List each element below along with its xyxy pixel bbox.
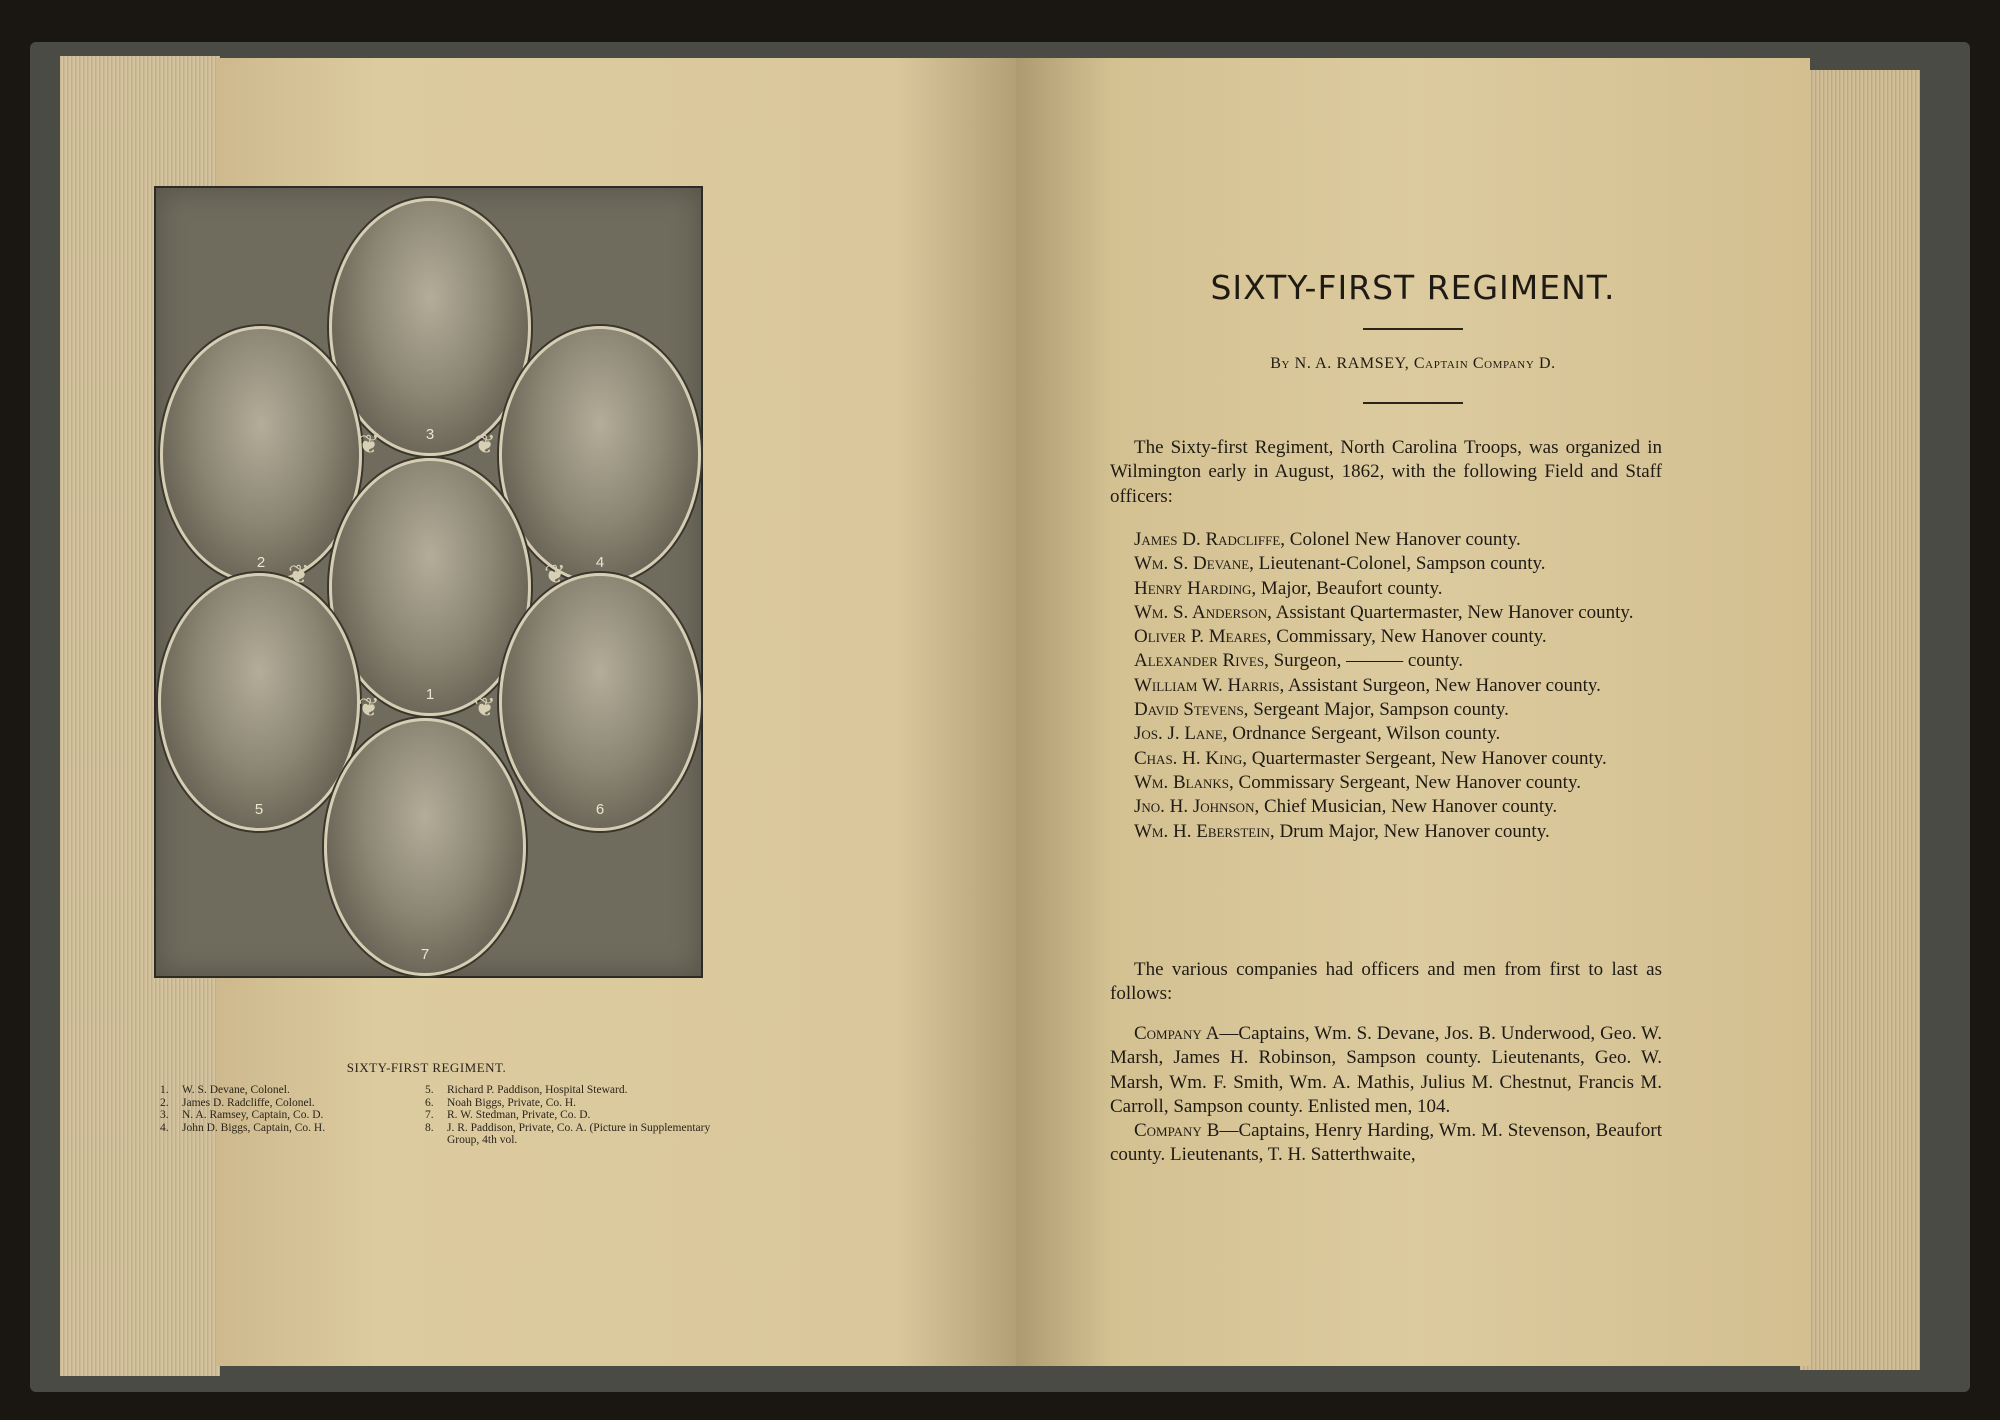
officer-name: Oliver P. Meares, [1134, 626, 1272, 648]
caption-item [160, 1122, 420, 1135]
officer-name: James D. Radcliffe, [1134, 529, 1286, 550]
caption-item-number: 6. [425, 1096, 434, 1109]
officer-role: Surgeon, ——— county. [1268, 650, 1464, 672]
plate-caption-column-2 [425, 1084, 715, 1147]
caption-item-text: N. A. Ramsey, Captain, Co. D. [182, 1109, 324, 1121]
portrait-number: 1 [425, 686, 435, 703]
companies-intro-text: The various companies had officers and men from first to last as follows: [1110, 959, 1662, 1005]
caption-item-text: Richard P. Paddison, Hospital Steward. [447, 1084, 628, 1096]
company-text: —Captains, Henry Harding, Wm. M. Stevenson, Beaufort county. Lieutenants, T. H. Satterthwaite, [1110, 1120, 1662, 1166]
officer-name: William W. Harris, [1134, 674, 1285, 696]
officer-role: Assistant Surgeon, New Hanover county. [1284, 674, 1601, 696]
company-name: Company A [1134, 1023, 1220, 1044]
officer-role: Major, Beaufort county. [1256, 577, 1443, 599]
caption-item-number: 1. [160, 1084, 169, 1096]
portrait-3 [329, 198, 531, 456]
officer-entry [1110, 820, 1662, 844]
officer-list [1110, 528, 1662, 844]
ornament-icon: ❦ [358, 430, 380, 460]
byline: By N. A. RAMSEY, Captain Company D. [1270, 355, 1556, 372]
officer-role: Quartermaster Sergeant, New Hanover county. [1246, 747, 1607, 769]
officer-entry [1110, 625, 1662, 649]
officer-name: Chas. H. King, [1134, 747, 1247, 769]
portrait-number: 2 [256, 554, 266, 571]
officer-entry [1110, 698, 1662, 722]
officer-role: Sergeant Major, Sampson county. [1248, 699, 1509, 721]
companies-intro-paragraph [1110, 958, 1662, 1007]
intro-text: The Sixty-first Regiment, North Carolina Troops, was organized in Wilmington early in August, 1862, with the following Field and Staff officers: [1110, 437, 1662, 507]
caption-item-number: 2. [160, 1096, 169, 1109]
officer-name: Alexander Rives, [1134, 650, 1269, 672]
company-list [1110, 1022, 1662, 1168]
officer-role: Chief Musician, New Hanover county. [1259, 796, 1558, 818]
title-rule-bottom [1363, 402, 1463, 404]
caption-item-text: R. W. Stedman, Private, Co. D. [447, 1109, 591, 1121]
intro-paragraph [1110, 436, 1662, 509]
ornament-icon: ❦ [358, 693, 380, 723]
caption-item-number: 7. [425, 1109, 434, 1121]
company-text: —Captains, Wm. S. Devane, Jos. B. Underwood, Geo. W. Marsh, James H. Robinson, Sampson county. Lieutenants, Geo. W. Marsh, Wm. F. Smith, Wm. A. Mathis, Julius M. Chestnut, Francis M. Carroll, Sampson county. Enlisted men, 104. [1110, 1023, 1662, 1117]
chapter-title: SIXTY-FIRST REGIMENT. [1210, 268, 1616, 307]
portrait-2 [160, 326, 362, 584]
caption-item [425, 1109, 715, 1122]
officer-role: Drum Major, New Hanover county. [1274, 820, 1550, 842]
officer-name: Wm. Blanks, [1134, 771, 1234, 793]
ornament-icon: ❦ [544, 560, 566, 590]
officer-name: Jno. H. Johnson, [1134, 796, 1260, 818]
officer-entry [1110, 674, 1662, 698]
caption-item [160, 1109, 420, 1122]
caption-item-text: John D. Biggs, Captain, Co. H. [182, 1121, 326, 1134]
portrait-6 [499, 573, 701, 831]
portrait-number: 6 [595, 801, 605, 818]
caption-item-number: 5. [425, 1084, 434, 1096]
caption-item-text: J. R. Paddison, Private, Co. A. (Picture in Supplementary Group, 4th vol. [447, 1121, 711, 1146]
caption-item [160, 1084, 420, 1097]
ornament-icon: ❦ [288, 560, 310, 590]
officer-name: Wm. S. Devane, [1134, 553, 1254, 575]
caption-item-number: 8. [425, 1121, 434, 1134]
portrait-7 [324, 718, 526, 976]
officer-role: Commissary, New Hanover county. [1271, 626, 1547, 648]
ornament-icon: ❦ [474, 693, 496, 723]
officer-role: Commissary Sergeant, New Hanover county. [1233, 771, 1581, 793]
portrait-plate [154, 186, 703, 978]
officer-name: Wm. H. Eberstein, [1134, 820, 1275, 842]
officer-entry [1110, 722, 1662, 746]
portrait-number: 5 [254, 801, 264, 818]
caption-item-text: James D. Radcliffe, Colonel. [182, 1096, 315, 1109]
officer-entry [1110, 577, 1662, 601]
caption-item-number: 4. [160, 1121, 169, 1134]
page-edges-right [1800, 70, 1920, 1370]
officer-name: Wm. S. Anderson, [1134, 601, 1272, 623]
officer-name: Jos. J. Lane, [1134, 723, 1228, 745]
officer-entry [1110, 771, 1662, 795]
portrait-number: 7 [420, 946, 430, 963]
portrait-4 [499, 326, 701, 584]
officer-role: Colonel New Hanover county. [1285, 529, 1521, 550]
company-name: Company B [1134, 1120, 1220, 1142]
portrait-5 [158, 573, 360, 831]
officer-name: Henry Harding, [1134, 577, 1257, 599]
caption-item-number: 3. [160, 1109, 169, 1121]
plate-caption-title: SIXTY-FIRST REGIMENT. [346, 1060, 507, 1075]
caption-item [425, 1122, 715, 1147]
officer-entry [1110, 601, 1662, 625]
plate-caption-column-1 [160, 1084, 420, 1134]
officer-role: Ordnance Sergeant, Wilson county. [1227, 723, 1501, 745]
officer-name: David Stevens, [1134, 699, 1249, 721]
company-entry [1110, 1119, 1662, 1168]
portrait-number: 3 [425, 426, 435, 443]
company-entry [1110, 1022, 1662, 1119]
officer-role: Lieutenant-Colonel, Sampson county. [1253, 553, 1546, 575]
officer-entry [1110, 528, 1662, 552]
caption-item-text: Noah Biggs, Private, Co. H. [447, 1096, 577, 1109]
officer-entry [1110, 795, 1662, 819]
caption-item [425, 1084, 715, 1097]
caption-item [160, 1097, 420, 1110]
portrait-number: 4 [595, 554, 605, 571]
ornament-icon: ❦ [474, 430, 496, 460]
officer-entry [1110, 747, 1662, 771]
officer-role: Assistant Quartermaster, New Hanover county. [1271, 601, 1634, 623]
officer-entry [1110, 649, 1662, 673]
caption-item-text: W. S. Devane, Colonel. [182, 1084, 290, 1096]
officer-entry [1110, 552, 1662, 576]
caption-item [425, 1097, 715, 1110]
title-rule-top [1363, 328, 1463, 330]
